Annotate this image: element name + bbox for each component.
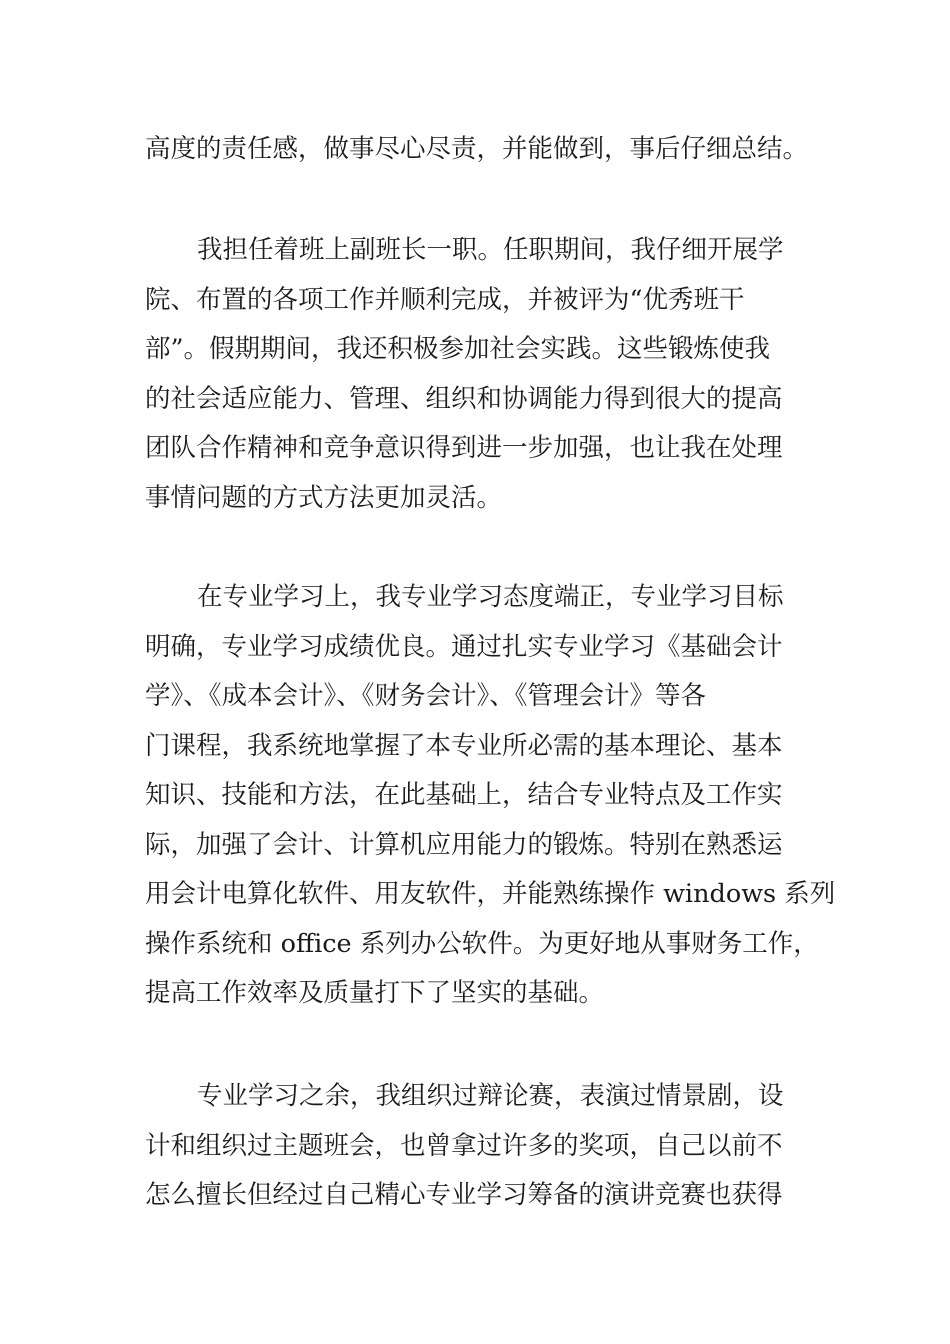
text-line: 际，加强了会计、计算机应用能力的锻炼。特别在熟悉运 — [145, 829, 783, 860]
text-line: 的社会适应能力、管理、组织和协调能力得到很大的提高 — [145, 383, 783, 414]
text-line: 在专业学习上，我专业学习态度端正，专业学习目标 — [197, 582, 784, 612]
text-line: 计和组织过主题班会，也曾拿过许多的奖项，自己以前不 — [145, 1130, 783, 1161]
text-line: 团队合作精神和竞争意识得到进一步加强，也让我在处理 — [145, 433, 783, 463]
text-line: 专业学习之余，我组织过辩论赛，表演过情景剧，设 — [197, 1081, 784, 1111]
text-line: 明确，专业学习成绩优良。通过扎实专业学习《基础会计 — [145, 631, 783, 662]
paragraph-continuation — [145, 125, 835, 175]
text-line: 事情问题的方式方法更加灵活。 — [145, 482, 503, 513]
text-line: 知识、技能和方法，在此基础上，结合专业特点及工作实 — [145, 780, 783, 810]
paragraph-professional-study — [145, 573, 835, 1019]
text-line: 门课程，我系统地掌握了本专业所必需的基本理论、基本 — [145, 730, 783, 761]
paragraph-class-monitor — [145, 226, 835, 523]
text-line: 部”。假期期间，我还积极参加社会实践。这些锻炼使我 — [145, 334, 771, 364]
text-line: 院、布置的各项工作并顺利完成，并被评为“优秀班干 — [145, 284, 745, 315]
text-line: 怎么擅长但经过自己精心专业学习筹备的演讲竞赛也获得 — [145, 1180, 783, 1210]
paragraph-extracurricular — [145, 1072, 835, 1221]
text-line: 用会计电算化软件、用友软件，并能熟练操作 windows 系列 — [145, 879, 836, 909]
text-line: 提高工作效率及质量打下了坚实的基础。 — [145, 978, 605, 1008]
text-line: 操作系统和 office 系列办公软件。为更好地从事财务工作， — [145, 928, 819, 959]
text-line: 高度的责任感，做事尽心尽责，并能做到，事后仔细总结。 — [145, 134, 809, 164]
text-line: 学》、《成本会计》、《财务会计》、《管理会计》等各 — [145, 681, 707, 711]
text-line: 我担任着班上副班长一职。任职期间，我仔细开展学 — [197, 235, 784, 265]
